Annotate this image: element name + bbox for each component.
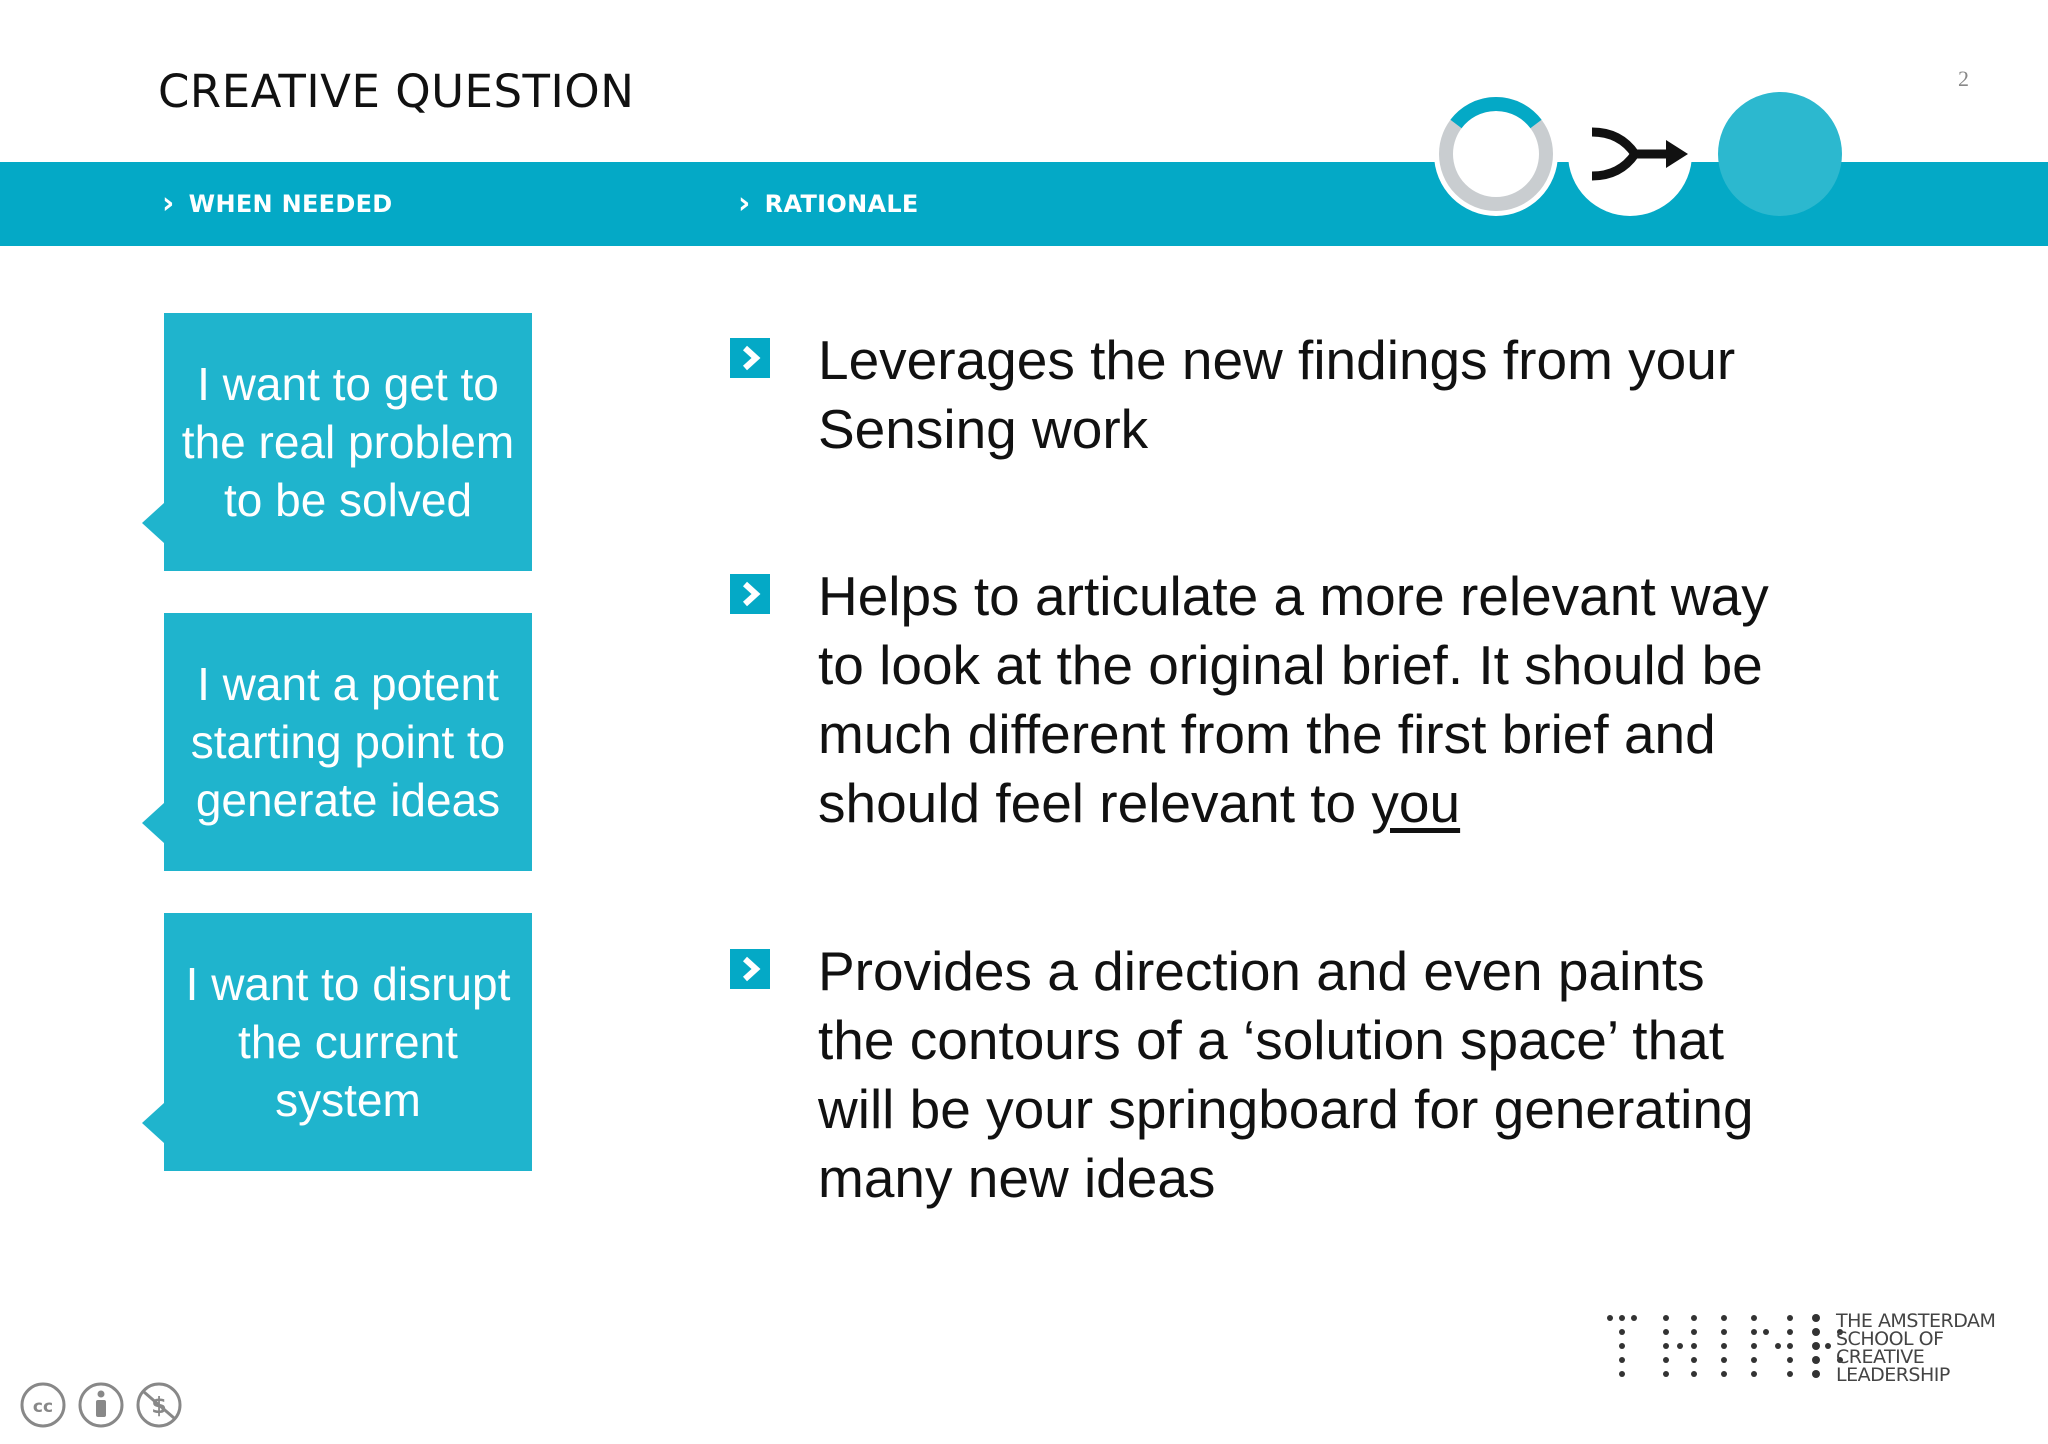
rationale-item-text: Provides a direction and even paints the contours of a ‘solution space’ that will be your springboard for generating many new ideas — [818, 940, 1754, 1209]
chevron-bullet-icon — [730, 949, 770, 989]
chevron-right-icon: › — [738, 186, 751, 221]
svg-text:$: $ — [151, 1394, 167, 1419]
need-box-real-problem: I want to get to the real problem to be solved — [164, 313, 532, 571]
noncommercial-icon — [138, 1384, 180, 1426]
rationale-item-text — [818, 562, 1878, 838]
need-box-starting-point: I want a potent starting point to generate ideas — [164, 613, 532, 871]
school-logo-text: THE AMSTERDAM SCHOOL OF CREATIVE LEADERSHIP — [1836, 1310, 1996, 1386]
chevron-right-icon: › — [162, 186, 175, 221]
svg-text:cc: cc — [32, 1397, 54, 1417]
progress-ring-icon — [1434, 92, 1558, 216]
license-badges — [18, 1380, 188, 1430]
process-stage-icons — [1430, 92, 1850, 222]
attribution-icon — [80, 1384, 122, 1426]
cc-icon — [22, 1384, 64, 1426]
chevron-bullet-icon — [730, 338, 770, 378]
slide-title: CREATIVE QUESTION — [158, 65, 635, 118]
emphasis-you: you — [1371, 772, 1461, 834]
rationale-label: RATIONALE — [764, 190, 919, 218]
need-box-disrupt: I want to disrupt the current system — [164, 913, 532, 1171]
page-number: 2 — [1958, 66, 1969, 91]
chevron-bullet-icon — [730, 574, 770, 614]
converge-arrow-icon — [1568, 92, 1692, 216]
rationale-heading — [738, 184, 919, 224]
rationale-item-body: Helps to articulate a more relevant way to look at the original brief. It should be much different from the first brief and should feel relevant to — [818, 565, 1769, 834]
faded-stage-icon — [1718, 92, 1842, 216]
when-needed-label: WHEN NEEDED — [188, 190, 393, 218]
when-needed-heading — [162, 184, 392, 224]
rationale-item-text: Leverages the new findings from your Sensing work — [818, 329, 1736, 460]
